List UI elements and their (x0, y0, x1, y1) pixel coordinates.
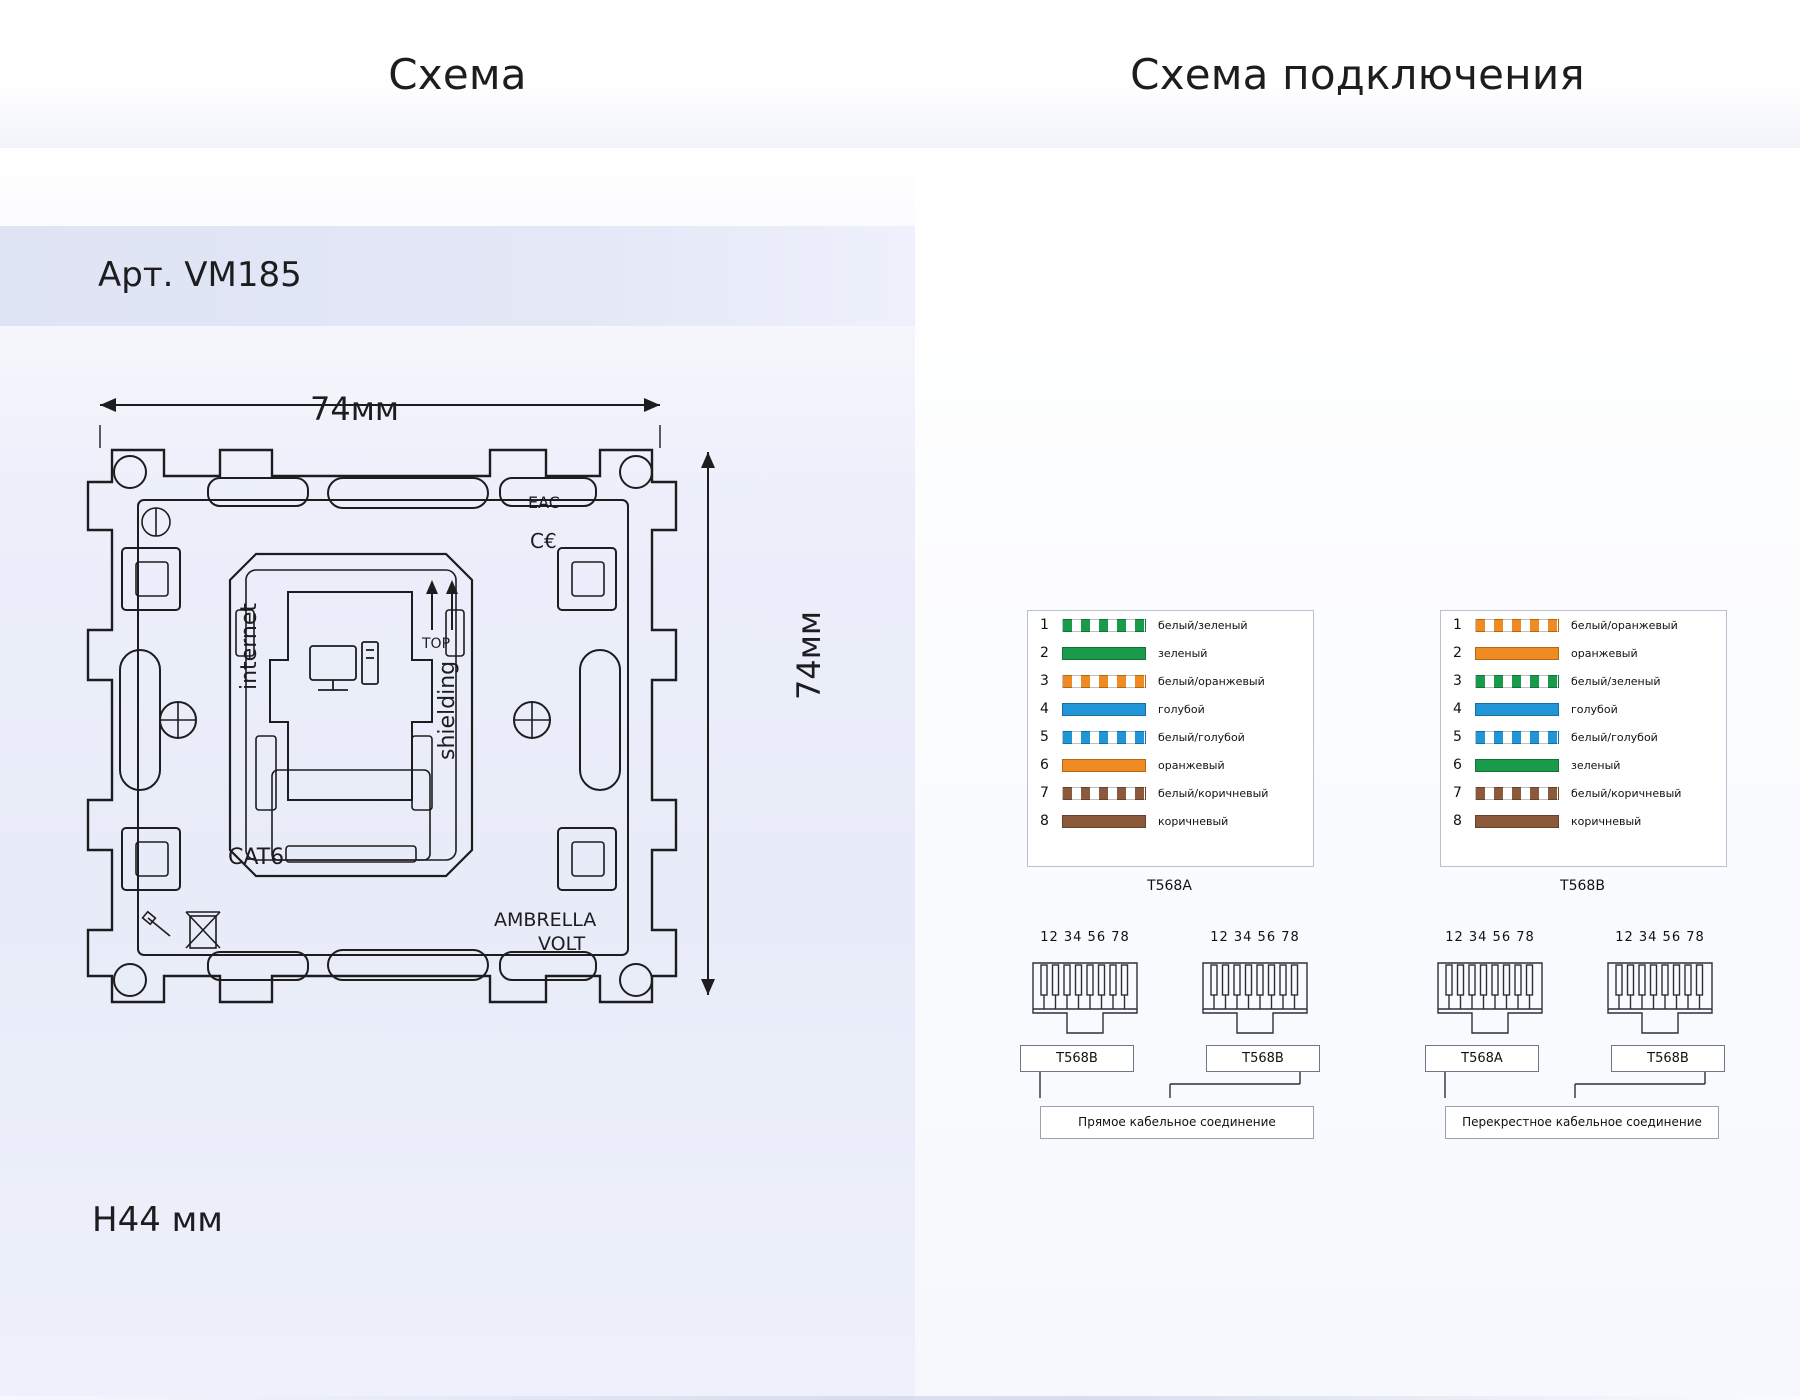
claw-right-lower (558, 828, 616, 890)
screw-hole-top-right (620, 456, 652, 488)
wiring-table-t568a (1027, 610, 1314, 867)
screw-hole-bottom-left (114, 964, 146, 996)
header-title-scheme: Схема (388, 49, 527, 99)
wire-pin-number: 1 (1040, 617, 1049, 633)
label-top: TOP (422, 636, 451, 652)
wire-color-label: белый/голубой (1571, 730, 1658, 744)
wire-color-swatch (1062, 731, 1146, 744)
wire-color-label: коричневый (1158, 814, 1229, 828)
label-shielding: shielding (435, 660, 460, 760)
mounting-screw-left (160, 702, 196, 738)
wire-color-swatch (1062, 787, 1146, 800)
mounting-screw-right (514, 702, 550, 738)
ring-mark (142, 508, 170, 536)
wire-color-swatch (1475, 647, 1559, 660)
wire-color-swatch (1062, 675, 1146, 688)
wire-pin-number: 6 (1040, 757, 1049, 773)
label-cat: CAT6 (228, 845, 285, 870)
connection-caption: Прямое кабельное соединение (1040, 1106, 1314, 1139)
weee-bin-icon (186, 912, 220, 948)
wire-row (1441, 667, 1726, 695)
module-inner (246, 570, 456, 860)
connector-standard-label-right: T568B (1611, 1045, 1725, 1072)
wire-color-swatch (1475, 675, 1559, 688)
label-internet: internet (237, 603, 262, 690)
connector-pins-label-right: 12 34 56 78 (1615, 930, 1705, 945)
wire-row (1028, 807, 1313, 835)
claw-left-lower-inner (136, 842, 168, 876)
screw-hole-top-left (114, 456, 146, 488)
rj45-plug-right (1600, 949, 1720, 1039)
wire-pin-number: 7 (1040, 785, 1049, 801)
connector-standard-label-right: T568B (1206, 1045, 1320, 1072)
wire-color-label: белый/оранжевый (1571, 618, 1678, 632)
wire-row (1441, 611, 1726, 639)
wire-pin-number: 2 (1040, 645, 1049, 661)
height-label: H44 мм (92, 1200, 223, 1240)
wire-row (1028, 751, 1313, 779)
screw-hole-bottom-right (620, 964, 652, 996)
device-svg (60, 330, 860, 1080)
wire-pin-number: 8 (1040, 813, 1049, 829)
connector-pins-label-left: 12 34 56 78 (1445, 930, 1535, 945)
cable-link (1020, 1072, 1320, 1106)
label-brand-2: VOLT (538, 933, 586, 955)
wire-color-swatch (1062, 619, 1146, 632)
wire-color-label: зеленый (1571, 758, 1621, 772)
wire-pin-number: 7 (1453, 785, 1462, 801)
wiring-table-caption-t568b: T568B (1560, 878, 1605, 894)
wire-color-swatch (1475, 731, 1559, 744)
wire-row (1441, 779, 1726, 807)
rj45-plug-right (1195, 949, 1315, 1039)
claw-left-lower (122, 828, 180, 890)
wire-color-label: белый/зеленый (1158, 618, 1248, 632)
header-left-cell (0, 0, 915, 148)
wire-color-label: оранжевый (1158, 758, 1225, 772)
label-brand-1: AMBRELLA (494, 909, 597, 931)
connector-pins-label-right: 12 34 56 78 (1210, 930, 1300, 945)
wire-pin-number: 3 (1453, 673, 1462, 689)
connector-standard-label-left: T568B (1020, 1045, 1134, 1072)
wire-color-label: белый/коричневый (1158, 786, 1269, 800)
wire-color-label: белый/оранжевый (1158, 674, 1265, 688)
claw-right-upper (558, 548, 616, 610)
wire-pin-number: 6 (1453, 757, 1462, 773)
wire-color-swatch (1062, 759, 1146, 772)
computer-icon (310, 642, 378, 690)
wire-color-label: белый/коричневый (1571, 786, 1682, 800)
connector-standard-label-left: T568A (1425, 1045, 1539, 1072)
wire-pin-number: 2 (1453, 645, 1462, 661)
wire-row (1028, 723, 1313, 751)
wire-color-swatch (1475, 619, 1559, 632)
dimension-arrow-right (701, 452, 715, 995)
wire-color-label: белый/голубой (1158, 730, 1245, 744)
wire-color-label: голубой (1571, 702, 1618, 716)
oval-slot-right (580, 650, 620, 790)
jack-opening (270, 592, 432, 800)
device-drawing (60, 330, 860, 1080)
wiring-table-caption-t568a: T568A (1147, 878, 1192, 894)
wire-pin-number: 3 (1040, 673, 1049, 689)
label-eac: EAC (528, 493, 560, 512)
wire-row (1028, 695, 1313, 723)
wire-color-swatch (1062, 703, 1146, 716)
dimension-width-label: 74мм (310, 390, 399, 428)
wire-color-label: оранжевый (1571, 646, 1638, 660)
cable-link (1425, 1072, 1725, 1106)
wire-color-label: белый/зеленый (1571, 674, 1661, 688)
wire-row (1441, 751, 1726, 779)
wire-color-swatch (1475, 759, 1559, 772)
dimension-arrow-top (100, 398, 660, 412)
wire-pin-number: 8 (1453, 813, 1462, 829)
label-ce: C€ (530, 529, 557, 553)
wire-row (1028, 639, 1313, 667)
wire-row (1028, 667, 1313, 695)
wire-color-swatch (1475, 787, 1559, 800)
wire-color-label: зеленый (1158, 646, 1208, 660)
bottom-divider (0, 1396, 1800, 1400)
screwdriver-icon (143, 912, 170, 936)
wire-color-swatch (1062, 815, 1146, 828)
header-title-connection-scheme: Схема подключения (1130, 49, 1585, 99)
connection-diagram (1020, 930, 1320, 1139)
wire-row (1441, 639, 1726, 667)
wire-row (1028, 779, 1313, 807)
wire-color-swatch (1475, 815, 1559, 828)
frame-slot-top-left (208, 478, 308, 506)
wire-row (1441, 695, 1726, 723)
claw-right-lower-inner (572, 842, 604, 876)
connection-diagram (1425, 930, 1725, 1139)
rj45-plug-left (1025, 949, 1145, 1039)
claw-right-upper-inner (572, 562, 604, 596)
wire-pin-number: 1 (1453, 617, 1462, 633)
oval-slot-left (120, 650, 160, 790)
dimension-height-label: 74мм (790, 611, 828, 700)
wire-color-label: коричневый (1571, 814, 1642, 828)
wire-pin-number: 4 (1040, 701, 1049, 717)
connection-caption: Перекрестное кабельное соединение (1445, 1106, 1719, 1139)
connection-group-crossover (1425, 930, 1725, 1139)
wire-color-swatch (1475, 703, 1559, 716)
top-direction-arrows (426, 580, 458, 630)
connection-group-straight (1020, 930, 1320, 1139)
connector-pins-label-left: 12 34 56 78 (1040, 930, 1130, 945)
wire-row (1441, 807, 1726, 835)
rj45-plug-left (1430, 949, 1550, 1039)
wire-color-label: голубой (1158, 702, 1205, 716)
wire-row (1441, 723, 1726, 751)
header-right-cell (915, 0, 1800, 148)
wiring-table-t568b (1440, 610, 1727, 867)
wire-pin-number: 5 (1453, 729, 1462, 745)
frame-slot-top-center (328, 478, 488, 508)
article-label: Арт. VM185 (98, 255, 302, 295)
wire-pin-number: 4 (1453, 701, 1462, 717)
claw-left-upper (122, 548, 180, 610)
claw-left-upper-inner (136, 562, 168, 596)
wire-pin-number: 5 (1040, 729, 1049, 745)
wire-row (1028, 611, 1313, 639)
page-header (0, 0, 1800, 148)
inner-frame (138, 500, 628, 955)
wire-color-swatch (1062, 647, 1146, 660)
